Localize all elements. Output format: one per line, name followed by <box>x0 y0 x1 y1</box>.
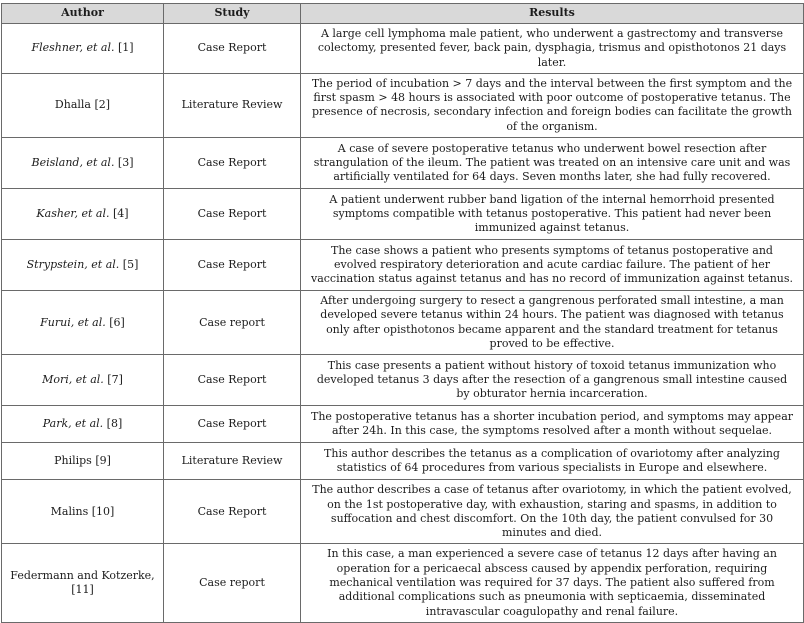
table-row <box>2 480 804 544</box>
table-row <box>2 189 804 240</box>
table-row <box>2 291 804 355</box>
study-cell: Case Report <box>164 355 301 406</box>
author-ref: [5] <box>119 257 139 271</box>
results-cell: After undergoing surgery to resect a gangrenous perforated small intestine, a man developed severe tetanus within 24 hours. The patient was diagnosed with tetanus only after opisthotonos became apparent and the standard treatment for tetanus proved to be effective. <box>301 291 804 355</box>
author-ref: Philips [9] <box>54 454 111 468</box>
study-cell: Case Report <box>164 189 301 240</box>
results-cell: A patient underwent rubber band ligation of the internal hemorrhoid presented symptoms compatible with tetanus postoperative. This patient had never been immunized against tetanus. <box>301 189 804 240</box>
studies-table <box>1 3 804 623</box>
author-ref: [8] <box>103 417 123 431</box>
results-cell: In this case, a man experienced a severe case of tetanus 12 days after having an operation for a pericaecal abscess caused by appendix perforation, requiring mechanical ventilation was required for 37 days. The patient also suffered from additional complications such as pneumonia with septicaemia, disseminated intravascular coagulopathy and renal failure. <box>301 544 804 622</box>
author-cell <box>2 73 164 137</box>
header-results: Results <box>301 4 804 24</box>
study-cell: Literature Review <box>164 443 301 480</box>
results-cell: The postoperative tetanus has a shorter incubation period, and symptoms may appear after 24h. In this case, the symptoms resolved after a month without sequelae. <box>301 406 804 443</box>
study-cell: Case Report <box>164 24 301 74</box>
study-cell: Case report <box>164 544 301 622</box>
study-cell: Case Report <box>164 138 301 189</box>
table-row <box>2 73 804 137</box>
table-row <box>2 544 804 622</box>
author-ref: Dhalla [2] <box>54 98 111 112</box>
table-row <box>2 240 804 291</box>
header-row <box>2 4 804 24</box>
study-cell: Case report <box>164 291 301 355</box>
table-row <box>2 24 804 74</box>
study-cell: Case Report <box>164 480 301 544</box>
author-cell <box>2 189 164 240</box>
results-cell: A large cell lymphoma male patient, who underwent a gastrectomy and transverse colectomy, presented fever, back pain, dysphagia, trismus and opisthotonos 21 days later. <box>301 24 804 74</box>
results-cell: The case shows a patient who presents symptoms of tetanus postoperative and evolved respiratory deterioration and acute cardiac failure. The patient of her vaccination status against tetanus and has no record of immunization against tetanus. <box>301 240 804 291</box>
header-study: Study <box>164 4 301 24</box>
author-ref: Federmann and Kotzerke, [11] <box>10 568 155 597</box>
author-name: Kasher, et al. <box>36 206 110 220</box>
author-name: Furui, et al. <box>40 315 106 329</box>
author-name: Strypstein, et al. <box>26 257 120 271</box>
results-cell: This author describes the tetanus as a complication of ovariotomy after analyzing statistics of 64 procedures from various specialists in Europe and elsewhere. <box>301 443 804 480</box>
author-ref: [3] <box>114 155 134 169</box>
author-cell <box>2 138 164 189</box>
author-cell <box>2 355 164 406</box>
results-cell: The period of incubation > 7 days and the interval between the first symptom and the first spasm > 48 hours is associated with poor outcome of postoperative tetanus. The presence of necrosis, secondary infection and foreign bodies can facilitate the growth of the organism. <box>301 73 804 137</box>
author-name: Park, et al. <box>42 417 104 431</box>
author-cell <box>2 406 164 443</box>
author-ref: Malins [10] <box>50 504 115 518</box>
results-cell: The author describes a case of tetanus after ovariotomy, in which the patient evolved, on the 1st postoperative day, with exhaustion, staring and spasms, in addition to suffocation and chest discomfort. On the 10th day, the patient convulsed for 30 minutes and died. <box>301 480 804 544</box>
header-author: Author <box>2 4 164 24</box>
table-row <box>2 138 804 189</box>
author-cell <box>2 291 164 355</box>
table-row <box>2 355 804 406</box>
author-cell <box>2 24 164 74</box>
study-cell: Case Report <box>164 406 301 443</box>
author-cell <box>2 240 164 291</box>
author-name: Fleshner, et al. <box>31 41 115 55</box>
study-cell: Literature Review <box>164 73 301 137</box>
author-cell <box>2 544 164 622</box>
author-name: Mori, et al. <box>42 373 104 387</box>
author-ref: [1] <box>114 41 134 55</box>
study-cell: Case Report <box>164 240 301 291</box>
author-ref: [6] <box>105 315 125 329</box>
author-ref: [4] <box>109 206 129 220</box>
author-name: Beisland, et al. <box>31 155 115 169</box>
results-cell: A case of severe postoperative tetanus who underwent bowel resection after strangulation of the ileum. The patient was treated on an intensive care unit and was artificially ventilated for 64 days. Seven months later, she had fully recovered. <box>301 138 804 189</box>
author-cell <box>2 443 164 480</box>
table-row <box>2 406 804 443</box>
author-cell <box>2 480 164 544</box>
table-row <box>2 443 804 480</box>
author-ref: [7] <box>103 373 123 387</box>
results-cell: This case presents a patient without history of toxoid tetanus immunization who developed tetanus 3 days after the resection of a gangrenous small intestine caused by obturator hernia incarceration. <box>301 355 804 406</box>
